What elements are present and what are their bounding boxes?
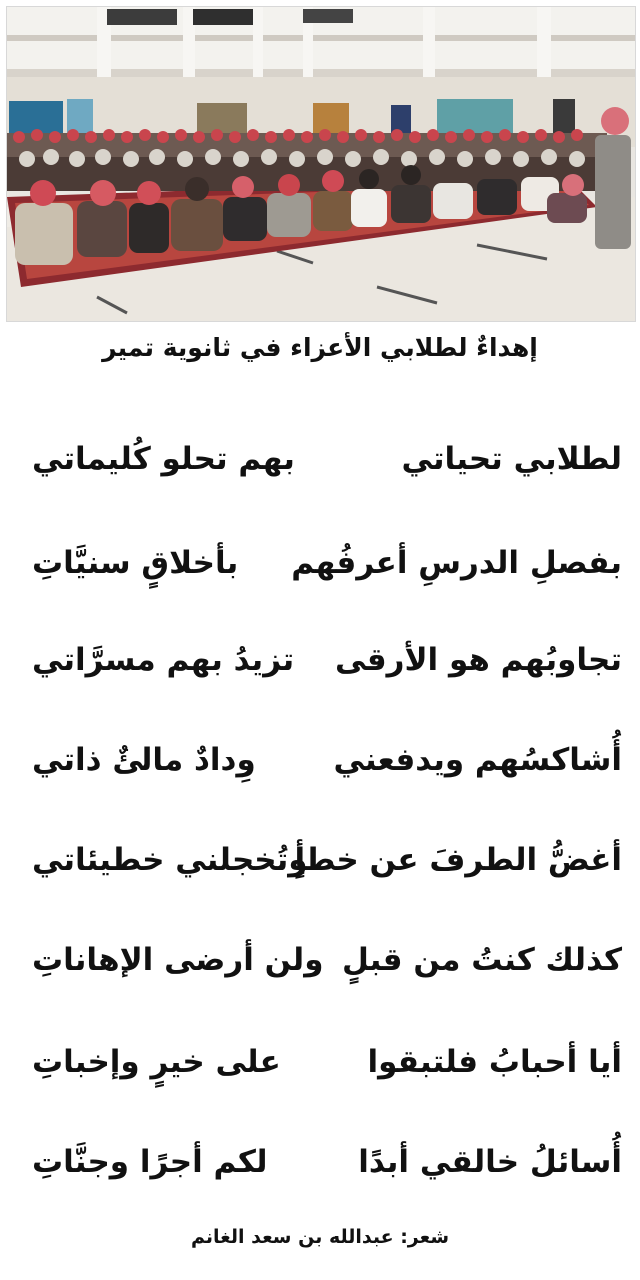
students-photo <box>6 6 636 322</box>
verse-first-hemistich: لطلابي تحياتي <box>401 441 622 477</box>
poem-title: إهداءٌ لطلابي الأعزاء في ثانوية تمير <box>102 333 538 362</box>
photo-illustration <box>7 7 635 321</box>
verse-first-hemistich: تجاوبُهم هو الأرقى <box>334 642 622 678</box>
verse-second-hemistich: ولن أرضى الإهاناتِ <box>32 942 324 978</box>
verse-first-hemistich: كذلك كنتُ من قبلٍ <box>341 942 622 978</box>
verse-second-hemistich: وِدادٌ مالئٌ ذاتي <box>32 742 256 778</box>
verse <box>18 1136 622 1188</box>
verse-first-hemistich: أغضُّ الطرفَ عن خطأٍ <box>294 842 622 878</box>
verse-second-hemistich: وتُخجلني خطيئاتي <box>32 842 308 878</box>
verse-second-hemistich: لكم أجرًا وجنَّاتِ <box>32 1144 268 1180</box>
verse-first-hemistich: أُسائلُ خالقي أبدًا <box>358 1144 622 1180</box>
verse <box>18 834 622 886</box>
verse-second-hemistich: بهم تحلو كُليماتي <box>32 441 295 477</box>
verse <box>18 934 622 986</box>
poet-credit: شعر: عبدالله بن سعد الغانم <box>190 1226 450 1248</box>
verse-first-hemistich: أيا أحبابُ فلتبقوا <box>367 1044 622 1080</box>
verse <box>18 537 622 589</box>
verse <box>18 433 622 485</box>
verse-first-hemistich: أُشاكسُهم ويدفعني <box>333 742 622 778</box>
verse-second-hemistich: تزيدُ بهم مسرَّاتي <box>32 642 295 678</box>
verse-second-hemistich: بأخلاقٍ سنيَّاتِ <box>32 545 239 581</box>
verse <box>18 634 622 686</box>
verse <box>18 1036 622 1088</box>
verse <box>18 734 622 786</box>
verse-second-hemistich: على خيرٍ وإخباتِ <box>32 1044 281 1080</box>
verse-first-hemistich: بفصلِ الدرسِ أعرفُهم <box>291 545 622 581</box>
